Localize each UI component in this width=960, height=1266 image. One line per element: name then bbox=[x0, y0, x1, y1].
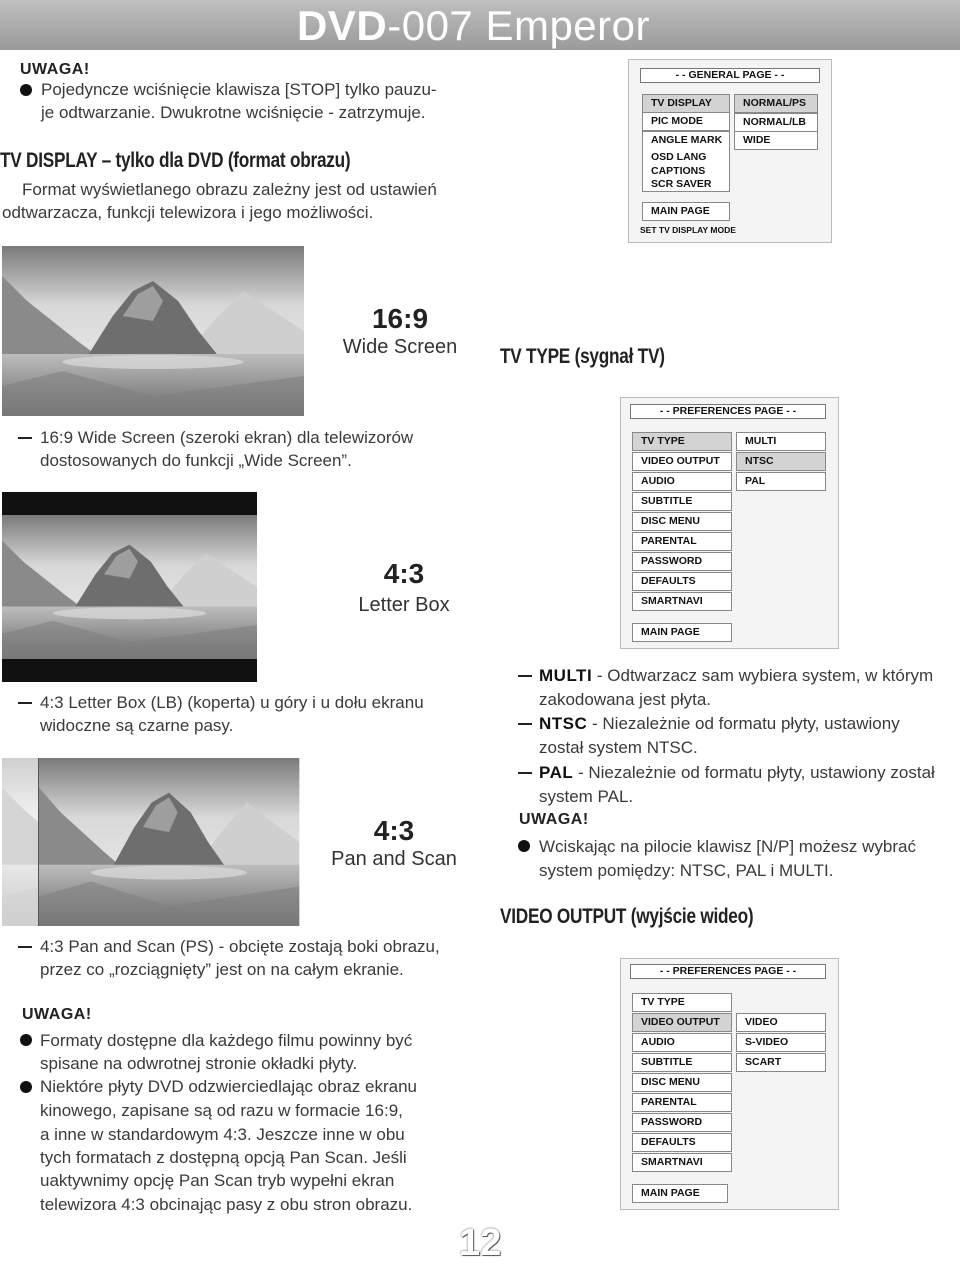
dash-icon bbox=[18, 946, 32, 948]
videoout-menu-title: - - PREFERENCES PAGE - - bbox=[630, 964, 826, 979]
menu-item[interactable]: PARENTAL bbox=[632, 1093, 732, 1112]
page-number: 12 bbox=[459, 1222, 502, 1264]
stop-note-line1: Pojedyncze wciśnięcie klawisza [STOP] tylko pauzu- bbox=[41, 80, 437, 99]
dvd-note-line: a inne w standardowym 4:3. Jeszcze inne w obu bbox=[40, 1125, 405, 1144]
wide-screen-image bbox=[2, 246, 304, 416]
tv-type-heading: TV TYPE (sygnał TV) bbox=[500, 345, 665, 368]
formats-note-line2: spisane na odwrotnej stronie okładki płyty. bbox=[40, 1054, 358, 1073]
multi-desc-line2: zakodowana jest płyta. bbox=[539, 690, 711, 709]
np-note-line2: system pomiędzy: NTSC, PAL i MULTI. bbox=[539, 861, 834, 880]
menu-option[interactable]: NORMAL/PS bbox=[734, 94, 818, 113]
panscan-desc-line1: 4:3 Pan and Scan (PS) - obcięte zostają boki obrazu, bbox=[40, 937, 440, 956]
menu-option[interactable]: NORMAL/LB bbox=[734, 113, 818, 132]
warning-label: UWAGA! bbox=[519, 811, 589, 828]
menu-item[interactable]: SCR SAVER bbox=[642, 178, 730, 192]
ntsc-desc-line2: został system NTSC. bbox=[539, 738, 698, 757]
panscan-format-name: Pan and Scan bbox=[331, 848, 457, 870]
menu-item[interactable]: VIDEO OUTPUT bbox=[632, 1013, 732, 1032]
dvd-note-line: kinowego, zapisane są od razu w formacie 16:9, bbox=[40, 1101, 403, 1120]
warning-label: UWAGA! bbox=[22, 1006, 92, 1023]
ntsc-desc-line1: NTSC - Niezależnie od formatu płyty, ustawiony bbox=[539, 714, 900, 733]
general-menu-title: - - GENERAL PAGE - - bbox=[640, 68, 820, 83]
bullet-icon bbox=[20, 1081, 32, 1093]
menu-item[interactable]: DEFAULTS bbox=[632, 1133, 732, 1152]
tvtype-menu-title: - - PREFERENCES PAGE - - bbox=[630, 404, 826, 419]
wide-format-label: 16:9 bbox=[371, 303, 429, 334]
menu-item[interactable]: DISC MENU bbox=[632, 512, 732, 531]
menu-item[interactable]: TV TYPE bbox=[632, 993, 732, 1012]
dash-icon bbox=[518, 675, 532, 677]
bullet-icon bbox=[518, 840, 530, 852]
menu-option[interactable]: VIDEO bbox=[736, 1013, 826, 1032]
formats-note-line1: Formaty dostępne dla każdego filmu powinny być bbox=[40, 1031, 413, 1050]
np-note-line1: Wciskając na pilocie klawisz [N/P] możesz wybrać bbox=[539, 837, 916, 856]
menu-item[interactable]: ANGLE MARK bbox=[642, 131, 730, 150]
dash-icon bbox=[518, 723, 532, 725]
dash-icon bbox=[18, 702, 32, 704]
dvd-note-line: Niektóre płyty DVD odzwierciedlając obraz ekranu bbox=[40, 1077, 417, 1096]
stop-note-line2: je odtwarzanie. Dwukrotne wciśnięcie - zatrzymuje. bbox=[41, 103, 426, 122]
panscan-format-label: 4:3 bbox=[373, 815, 415, 846]
menu-item[interactable]: PARENTAL bbox=[632, 532, 732, 551]
letterbox-desc-line1: 4:3 Letter Box (LB) (koperta) u góry i u dołu ekranu bbox=[40, 693, 424, 712]
letterbox-format-name: Letter Box bbox=[358, 594, 450, 616]
menu-item[interactable]: PIC MODE bbox=[642, 112, 730, 131]
menu-option[interactable]: S-VIDEO bbox=[736, 1033, 826, 1052]
general-main-page-button[interactable]: MAIN PAGE bbox=[642, 202, 730, 221]
dash-icon bbox=[518, 772, 532, 774]
menu-option[interactable]: SCART bbox=[736, 1053, 826, 1072]
menu-item[interactable]: TV TYPE bbox=[632, 432, 732, 451]
menu-item[interactable]: OSD LANG bbox=[642, 149, 730, 168]
menu-item[interactable]: SMARTNAVI bbox=[632, 1153, 732, 1172]
menu-item[interactable]: DEFAULTS bbox=[632, 572, 732, 591]
menu-item[interactable]: AUDIO bbox=[632, 1033, 732, 1052]
menu-option[interactable]: MULTI bbox=[736, 432, 826, 451]
brand-title: DVD-007 Emperor bbox=[297, 2, 650, 49]
letterbox-image bbox=[2, 492, 257, 682]
letterbox-format-label: 4:3 bbox=[383, 558, 425, 589]
pal-desc-line1: PAL - Niezależnie od formatu płyty, ustawiony został bbox=[539, 763, 935, 782]
menu-option[interactable]: PAL bbox=[736, 472, 826, 491]
warning-label: UWAGA! bbox=[20, 61, 90, 78]
general-menu-status: SET TV DISPLAY MODE bbox=[640, 225, 736, 235]
letterbox-desc-line2: widoczne są czarne pasy. bbox=[40, 716, 234, 735]
tv-display-desc-line1: Format wyświetlanego obrazu zależny jest od ustawień bbox=[22, 180, 437, 199]
dash-icon bbox=[18, 437, 32, 439]
panscan-desc-line2: przez co „rozciągnięty” jest on na całym ekranie. bbox=[40, 960, 404, 979]
menu-option[interactable]: NTSC bbox=[736, 452, 826, 471]
dvd-note-line: uaktywnimy opcję Pan Scan tryb wypełni ekran bbox=[40, 1171, 395, 1190]
bullet-icon bbox=[20, 1034, 32, 1046]
menu-item[interactable]: DISC MENU bbox=[632, 1073, 732, 1092]
videoout-main-page-button[interactable]: MAIN PAGE bbox=[632, 1184, 728, 1203]
tv-display-heading: TV DISPLAY – tylko dla DVD (format obrazu) bbox=[0, 149, 351, 172]
bullet-icon bbox=[20, 84, 32, 96]
menu-item[interactable]: AUDIO bbox=[632, 472, 732, 491]
menu-item[interactable]: PASSWORD bbox=[632, 552, 732, 571]
menu-item[interactable]: SUBTITLE bbox=[632, 1053, 732, 1072]
tvtype-main-page-button[interactable]: MAIN PAGE bbox=[632, 623, 732, 642]
dvd-note-line: telewizora 4:3 obcinając pasy z obu stron obrazu. bbox=[40, 1195, 413, 1214]
video-output-heading: VIDEO OUTPUT (wyjście wideo) bbox=[500, 905, 754, 928]
tv-display-desc-line2: odtwarzacza, funkcji telewizora i jego możliwości. bbox=[2, 203, 374, 222]
menu-item[interactable]: VIDEO OUTPUT bbox=[632, 452, 732, 471]
menu-option[interactable]: WIDE bbox=[734, 131, 818, 150]
menu-item[interactable]: CAPTIONS bbox=[642, 165, 730, 179]
panscan-image bbox=[2, 758, 300, 926]
wide-desc-line1: 16:9 Wide Screen (szeroki ekran) dla telewizorów bbox=[40, 428, 414, 447]
wide-format-name: Wide Screen bbox=[342, 336, 458, 358]
menu-item[interactable]: SMARTNAVI bbox=[632, 592, 732, 611]
multi-desc-line1: MULTI - Odtwarzacz sam wybiera system, w którym bbox=[539, 666, 934, 685]
menu-item[interactable]: SUBTITLE bbox=[632, 492, 732, 511]
menu-item[interactable]: PASSWORD bbox=[632, 1113, 732, 1132]
menu-item[interactable]: TV DISPLAY bbox=[642, 94, 730, 113]
pal-desc-line2: system PAL. bbox=[539, 787, 634, 806]
wide-desc-line2: dostosowanych do funkcji „Wide Screen”. bbox=[40, 451, 352, 470]
dvd-note-line: tych formatach z dostępną opcją Pan Scan. Jeśli bbox=[40, 1148, 407, 1167]
